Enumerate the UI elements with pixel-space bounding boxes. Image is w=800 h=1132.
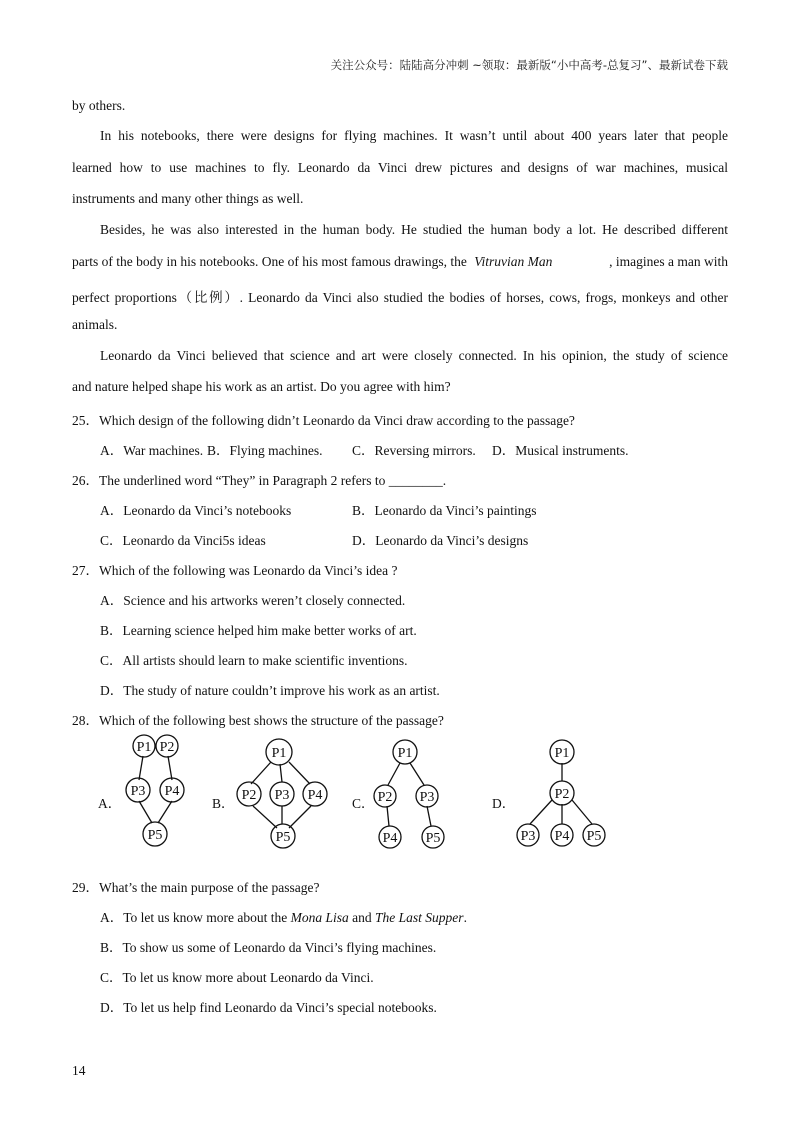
question-25-option-a[interactable]: A．War machines. <box>100 443 204 458</box>
diagram-c-node-p5 <box>422 826 444 848</box>
question-27-option-b[interactable]: B．Learning science helped him make better works of art. <box>100 623 417 638</box>
question-28-option-a[interactable]: A． <box>98 796 122 811</box>
diagram-c-edge <box>387 806 389 826</box>
diagram-d-node-p2 <box>550 781 574 805</box>
diagram-d-edge <box>572 800 592 824</box>
diagram-d-label-p3: P3 <box>520 829 536 844</box>
option-text: and <box>348 910 376 925</box>
diagram-c-node-p3 <box>416 785 438 807</box>
diagram-b-label-p1: P1 <box>271 746 287 761</box>
diagram-d-node-p5 <box>583 824 605 846</box>
diagram-d-node-p3 <box>517 824 539 846</box>
passage-line: In his notebooks, there were designs for flying machines. It wasn’t until about 400 years later that people <box>100 128 728 143</box>
option-text: A．To let us know more about the <box>100 910 291 925</box>
passage-line: perfect proportions（比例）. Leonardo da Vinci also studied the bodies of horses, cows, frogs, monkeys and other <box>72 290 728 305</box>
diagram-c-label-p3: P3 <box>419 790 435 805</box>
diagram-a-edge <box>139 756 143 780</box>
diagram-b-label-p4: P4 <box>307 788 323 803</box>
passage-line: instruments and many other things as well. <box>72 191 304 206</box>
question-27-option-a[interactable]: A．Science and his artworks weren’t closely connected. <box>100 593 406 608</box>
diagram-d-edge <box>530 800 552 824</box>
question-28-option-c[interactable]: C． <box>352 796 375 811</box>
page-number: 14 <box>72 1063 86 1078</box>
diagram-b-edge <box>280 764 282 782</box>
question-25-option-d[interactable]: D．Musical instruments. <box>492 443 629 458</box>
diagram-b-node-p1 <box>266 739 292 765</box>
question-25-stem: 25．Which design of the following didn’t Leonardo da Vinci draw according to the passage? <box>72 413 575 428</box>
italic-title: Mona Lisa <box>290 910 349 925</box>
question-29-option-b[interactable]: B．To show us some of Leonardo da Vinci’s flying machines. <box>100 940 437 955</box>
question-29-stem: 29．What’s the main purpose of the passage? <box>72 880 320 895</box>
question-27-option-d[interactable]: D．The study of nature couldn’t improve his work as an artist. <box>100 683 440 698</box>
diagram-b-label-p2: P2 <box>241 788 257 803</box>
passage-line <box>72 254 728 270</box>
diagram-a-node-p3 <box>126 778 150 802</box>
diagram-a-edge <box>168 756 172 780</box>
diagram-b-node-p3 <box>270 782 294 806</box>
diagram-a-label-p2: P2 <box>159 740 175 755</box>
diagram-a-edge <box>158 801 172 823</box>
passage-line: animals. <box>72 317 118 332</box>
question-26-option-d[interactable]: D．Leonardo da Vinci’s designs <box>352 533 529 548</box>
diagram-c-node-p4 <box>379 826 401 848</box>
passage-line: Leonardo da Vinci believed that science and art were closely connected. In his opinion, the study of science <box>100 348 728 363</box>
question-27-option-c[interactable]: C．All artists should learn to make scientific inventions. <box>100 653 408 668</box>
question-29-option-d[interactable]: D．To let us help find Leonardo da Vinci’s special notebooks. <box>100 1000 437 1015</box>
question-26-stem: 26．The underlined word “They” in Paragraph 2 refers to ________. <box>72 473 447 488</box>
page-header: 关注公众号：陆陆高分冲刺 ~领取：最新版“小中高考-总复习”、最新试卷下载 <box>330 58 728 72</box>
diagram-b-node-p5 <box>271 824 295 848</box>
diagram-d-label-p2: P2 <box>554 787 570 802</box>
passage-line: and nature helped shape his work as an artist. Do you agree with him? <box>72 379 451 394</box>
diagram-b-label-p3: P3 <box>274 788 290 803</box>
italic-title: Vitruvian Man <box>474 254 553 269</box>
diagram-c-label-p4: P4 <box>382 831 398 846</box>
diagram-d-node-p4 <box>551 824 573 846</box>
diagram-a-edge <box>139 801 152 823</box>
diagram-b-edge <box>251 762 271 784</box>
question-25-option-b[interactable]: B．Flying machines. <box>207 443 323 458</box>
diagram-c-edge <box>410 763 424 785</box>
diagram-c-edge <box>388 763 400 785</box>
diagram-b-edge <box>289 806 311 828</box>
diagram-a-node-p5 <box>143 822 167 846</box>
question-26-option-c[interactable]: C．Leonardo da Vinci5s ideas <box>100 533 266 548</box>
diagram-c-label-p2: P2 <box>377 790 393 805</box>
diagram-c-edge <box>427 806 431 826</box>
question-25-option-c[interactable]: C．Reversing mirrors. <box>352 443 476 458</box>
diagram-d-node-p1 <box>550 740 574 764</box>
diagram-a-label-p1: P1 <box>136 740 152 755</box>
diagram-d-label-p4: P4 <box>554 829 570 844</box>
question-28-option-d[interactable]: D． <box>492 796 516 811</box>
diagram-c-node-p2 <box>374 785 396 807</box>
diagram-d-label-p5: P5 <box>586 829 602 844</box>
diagram-b-node-p4 <box>303 782 327 806</box>
diagram-a-node-p2 <box>156 735 178 757</box>
passage-line: learned how to use machines to fly. Leonardo da Vinci drew pictures and designs of war machines, musical <box>72 160 728 175</box>
option-text: . <box>463 910 467 925</box>
diagram-a-label-p4: P4 <box>164 784 180 799</box>
question-29-option-c[interactable]: C．To let us know more about Leonardo da Vinci. <box>100 970 374 985</box>
italic-title: The Last Supper <box>375 910 464 925</box>
passage-text: , imagines a man with <box>609 254 728 269</box>
question-27-stem: 27．Which of the following was Leonardo da Vinci’s idea ? <box>72 563 398 578</box>
diagram-b-label-p5: P5 <box>275 830 291 845</box>
diagram-b-node-p2 <box>237 782 261 806</box>
question-28-stem: 28．Which of the following best shows the structure of the passage? <box>72 713 444 728</box>
passage-line: Besides, he was also interested in the human body. He studied the human body a lot. He described different <box>100 222 728 237</box>
diagram-a-node-p4 <box>160 778 184 802</box>
diagram-a-label-p5: P5 <box>147 828 163 843</box>
diagram-c-label-p5: P5 <box>425 831 441 846</box>
question-29-option-a[interactable] <box>100 906 467 926</box>
question-28-option-b[interactable]: B． <box>212 796 235 811</box>
question-26-option-b[interactable]: B．Leonardo da Vinci’s paintings <box>352 503 537 518</box>
diagram-b-edge <box>289 762 310 784</box>
question-26-option-a[interactable]: A．Leonardo da Vinci’s notebooks <box>100 503 292 518</box>
diagram-a-node-p1 <box>133 735 155 757</box>
diagram-b-edge <box>253 806 277 828</box>
diagram-c-node-p1 <box>393 740 417 764</box>
passage-line: by others. <box>72 98 126 113</box>
diagram-c-label-p1: P1 <box>397 746 413 761</box>
diagram-a-label-p3: P3 <box>130 784 146 799</box>
passage-text: parts of the body in his notebooks. One of his most famous drawings, the <box>72 254 471 269</box>
diagram-d-label-p1: P1 <box>554 746 570 761</box>
